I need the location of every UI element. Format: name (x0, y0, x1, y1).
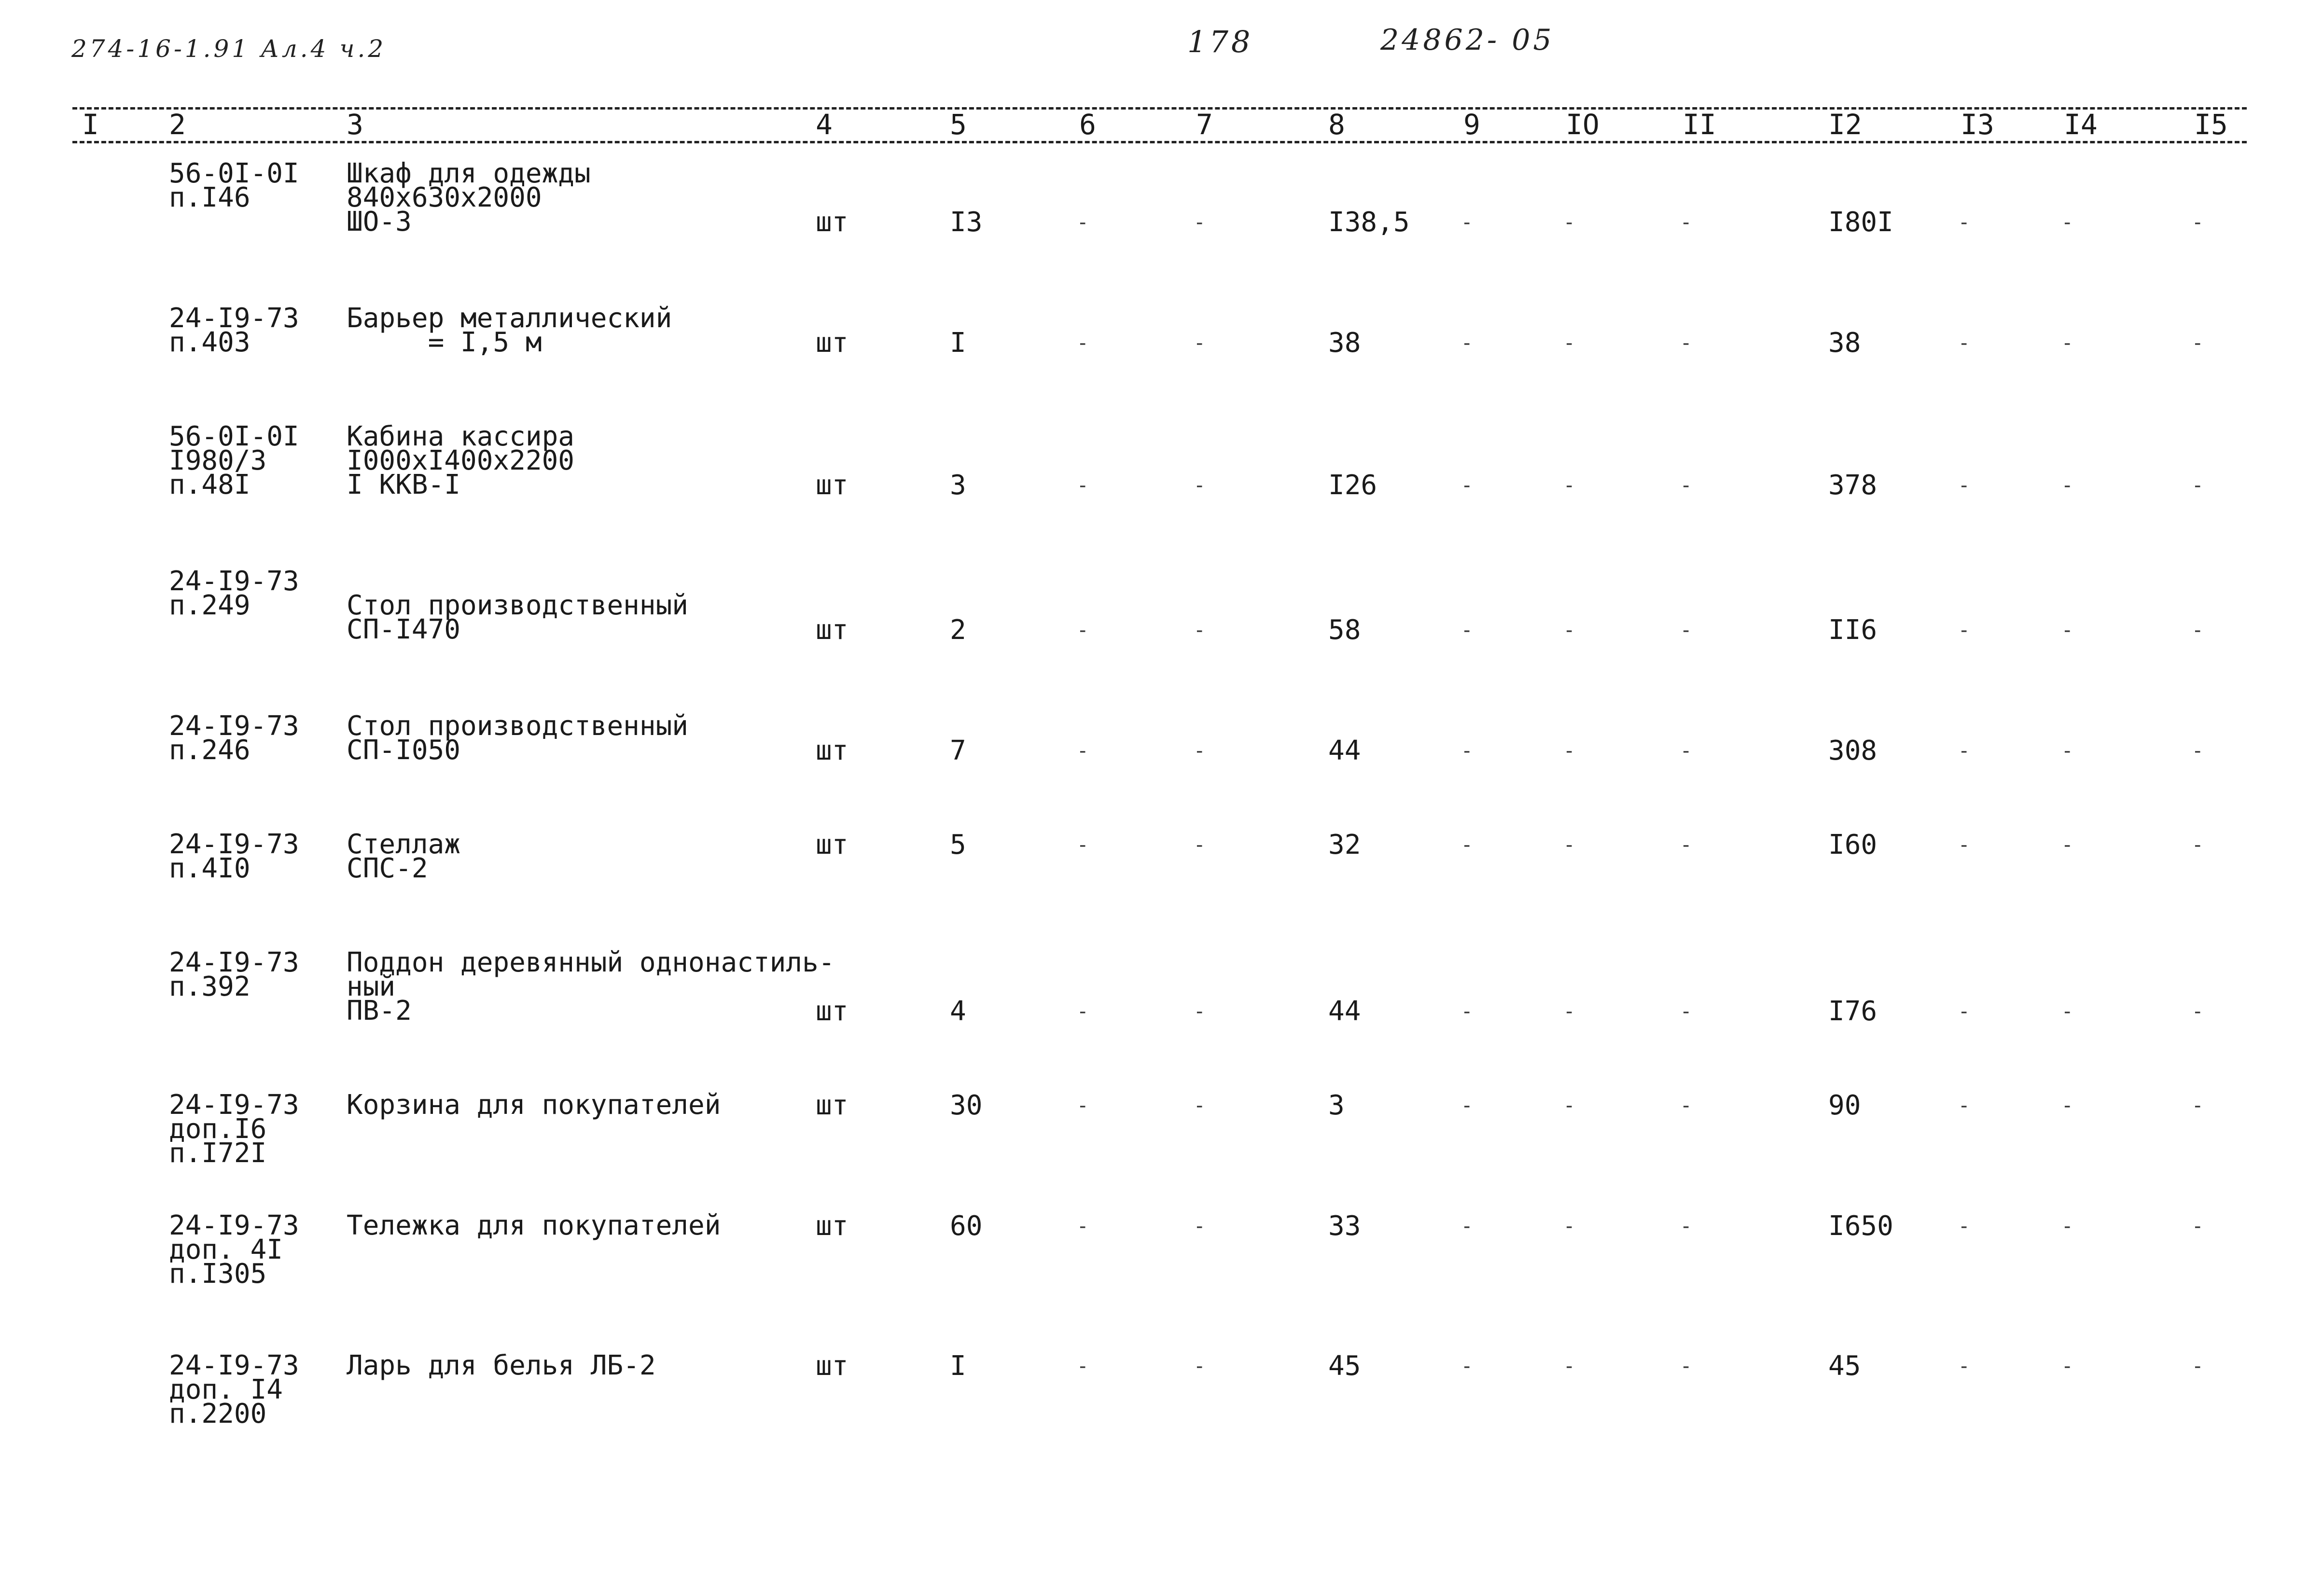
column-number-13: I3 (1961, 108, 1994, 141)
empty-cell-dash: - (2194, 211, 2201, 234)
column-number-5: 5 (950, 108, 967, 141)
quantity: I3 (950, 207, 983, 238)
column-number-14: I4 (2064, 108, 2098, 141)
empty-cell-dash: - (1196, 619, 1203, 641)
empty-cell-dash: - (2194, 1000, 2201, 1023)
unit-of-measure: шт (816, 996, 848, 1027)
empty-cell-dash: - (1961, 740, 1968, 762)
reference-code: 24-I9-73 п.4I0 (169, 829, 299, 884)
unit-of-measure: шт (816, 470, 848, 501)
item-name: Стеллаж СПС-2 (347, 829, 461, 884)
empty-cell-dash: - (1683, 834, 1690, 856)
unit-of-measure: шт (816, 1210, 848, 1242)
unit-price: 3 (1328, 1090, 1345, 1121)
total-cost: I80I (1828, 207, 1893, 238)
empty-cell-dash: - (1196, 474, 1203, 497)
empty-cell-dash: - (1463, 740, 1471, 762)
empty-cell-dash: - (1961, 834, 1968, 856)
unit-price: I38,5 (1328, 207, 1410, 238)
empty-cell-dash: - (2064, 474, 2071, 497)
reference-code: 56-0I-0I п.I46 (169, 158, 299, 213)
empty-cell-dash: - (1566, 740, 1573, 762)
table-row (0, 710, 2309, 766)
empty-cell-dash: - (1079, 740, 1086, 762)
unit-of-measure: шт (816, 614, 848, 646)
empty-cell-dash: - (1566, 619, 1573, 641)
empty-cell-dash: - (2194, 474, 2201, 497)
empty-cell-dash: - (1566, 834, 1573, 856)
empty-cell-dash: - (1079, 834, 1086, 856)
empty-cell-dash: - (2194, 1095, 2201, 1117)
empty-cell-dash: - (1566, 332, 1573, 354)
unit-of-measure: шт (816, 829, 848, 860)
item-name: Ларь для белья ЛБ-2 (347, 1350, 656, 1381)
quantity: 3 (950, 470, 966, 501)
empty-cell-dash: - (1566, 211, 1573, 234)
header-rule-bottom (72, 141, 2247, 143)
empty-cell-dash: - (2064, 1095, 2071, 1117)
empty-cell-dash: - (1566, 1095, 1573, 1117)
empty-cell-dash: - (1683, 332, 1690, 354)
column-number-8: 8 (1328, 108, 1345, 141)
empty-cell-dash: - (1961, 332, 1968, 354)
empty-cell-dash: - (2064, 619, 2071, 641)
empty-cell-dash: - (1463, 211, 1471, 234)
unit-of-measure: шт (816, 207, 848, 238)
unit-of-measure: шт (816, 1090, 848, 1121)
empty-cell-dash: - (1196, 1355, 1203, 1377)
empty-cell-dash: - (1196, 332, 1203, 354)
quantity: I (950, 1350, 966, 1382)
total-cost: 45 (1828, 1350, 1861, 1382)
empty-cell-dash: - (1079, 1215, 1086, 1237)
empty-cell-dash: - (2194, 1355, 2201, 1377)
unit-of-measure: шт (816, 1350, 848, 1382)
quantity: 4 (950, 996, 966, 1027)
column-number-10: IO (1566, 108, 1600, 141)
item-name: Тележка для покупателей (347, 1210, 721, 1241)
total-cost: 38 (1828, 327, 1861, 359)
column-number-3: 3 (347, 108, 363, 141)
reference-code: 56-0I-0I I980/3 п.48I (169, 421, 299, 500)
empty-cell-dash: - (1961, 1095, 1968, 1117)
unit-price: 33 (1328, 1210, 1361, 1242)
unit-of-measure: шт (816, 327, 848, 359)
total-cost: 90 (1828, 1090, 1861, 1121)
total-cost: 308 (1828, 735, 1878, 766)
reference-code: 24-I9-73 п.403 (169, 303, 299, 358)
unit-price: 58 (1328, 614, 1361, 646)
empty-cell-dash: - (1463, 332, 1471, 354)
empty-cell-dash: - (1196, 1095, 1203, 1117)
column-number-15: I5 (2194, 108, 2228, 141)
table-row (0, 566, 2309, 646)
unit-price: 44 (1328, 996, 1361, 1027)
unit-price: 38 (1328, 327, 1361, 359)
empty-cell-dash: - (1463, 619, 1471, 641)
empty-cell-dash: - (2064, 834, 2071, 856)
reference-code: 24-I9-73 п.246 (169, 710, 299, 766)
empty-cell-dash: - (1196, 211, 1203, 234)
total-cost: I650 (1828, 1210, 1893, 1242)
empty-cell-dash: - (1196, 834, 1203, 856)
column-number-4: 4 (816, 108, 833, 141)
empty-cell-dash: - (1683, 1215, 1690, 1237)
empty-cell-dash: - (1079, 211, 1086, 234)
quantity: I (950, 327, 966, 359)
empty-cell-dash: - (1961, 619, 1968, 641)
column-number-1: I (82, 108, 99, 141)
quantity: 5 (950, 829, 966, 860)
empty-cell-dash: - (1566, 474, 1573, 497)
empty-cell-dash: - (1683, 1095, 1690, 1117)
empty-cell-dash: - (2194, 740, 2201, 762)
reference-code: 24-I9-73 п.392 (169, 947, 299, 1002)
unit-price: 32 (1328, 829, 1361, 860)
empty-cell-dash: - (1463, 1215, 1471, 1237)
empty-cell-dash: - (1683, 1355, 1690, 1377)
empty-cell-dash: - (1079, 1000, 1086, 1023)
empty-cell-dash: - (1196, 1215, 1203, 1237)
item-name: Стол производственный СП-I470 (347, 590, 689, 645)
empty-cell-dash: - (1463, 474, 1471, 497)
item-name: Поддон деревянный однонастиль- ный ПВ-2 (347, 947, 835, 1027)
empty-cell-dash: - (2064, 740, 2071, 762)
column-number-9: 9 (1463, 108, 1480, 141)
unit-price: 44 (1328, 735, 1361, 766)
empty-cell-dash: - (2194, 619, 2201, 641)
document-code: 274-16-1.91 Ал.4 ч.2 (71, 35, 387, 63)
empty-cell-dash: - (1961, 474, 1968, 497)
total-cost: I76 (1828, 996, 1878, 1027)
column-number-11: II (1683, 108, 1716, 141)
column-number-2: 2 (169, 108, 186, 141)
empty-cell-dash: - (2194, 332, 2201, 354)
total-cost: I60 (1828, 829, 1878, 860)
quantity: 30 (950, 1090, 983, 1121)
empty-cell-dash: - (1566, 1215, 1573, 1237)
empty-cell-dash: - (1463, 1000, 1471, 1023)
empty-cell-dash: - (2064, 211, 2071, 234)
empty-cell-dash: - (2064, 1355, 2071, 1377)
empty-cell-dash: - (1961, 211, 1968, 234)
column-number-7: 7 (1196, 108, 1213, 141)
quantity: 60 (950, 1210, 983, 1242)
reference-code: 24-I9-73 доп. 4I п.I305 (169, 1210, 299, 1290)
empty-cell-dash: - (1683, 474, 1690, 497)
reference-code: 24-I9-73 доп. I4 п.2200 (169, 1350, 299, 1429)
empty-cell-dash: - (2064, 1000, 2071, 1023)
empty-cell-dash: - (1079, 1095, 1086, 1117)
unit-price: 45 (1328, 1350, 1361, 1382)
empty-cell-dash: - (2064, 332, 2071, 354)
document-number: 24862- 05 (1380, 23, 1555, 57)
empty-cell-dash: - (1463, 834, 1471, 856)
empty-cell-dash: - (1079, 332, 1086, 354)
header-rule-top (72, 107, 2247, 110)
empty-cell-dash: - (2194, 1215, 2201, 1237)
empty-cell-dash: - (1463, 1095, 1471, 1117)
unit-of-measure: шт (816, 735, 848, 766)
item-name: Барьер металлический = I,5 м (347, 303, 672, 358)
table-row (0, 303, 2309, 359)
item-name: Шкаф для одежды 840х630х2000 ШО-3 (347, 158, 591, 237)
empty-cell-dash: - (1961, 1000, 1968, 1023)
empty-cell-dash: - (1196, 1000, 1203, 1023)
quantity: 2 (950, 614, 966, 646)
column-number-12: I2 (1828, 108, 1862, 141)
empty-cell-dash: - (1079, 619, 1086, 641)
reference-code: 24-I9-73 п.249 (169, 566, 299, 621)
total-cost: 378 (1828, 470, 1878, 501)
empty-cell-dash: - (1079, 1355, 1086, 1377)
quantity: 7 (950, 735, 966, 766)
empty-cell-dash: - (1961, 1215, 1968, 1237)
empty-cell-dash: - (2194, 834, 2201, 856)
empty-cell-dash: - (1961, 1355, 1968, 1377)
empty-cell-dash: - (1463, 1355, 1471, 1377)
empty-cell-dash: - (1683, 619, 1690, 641)
reference-code: 24-I9-73 доп.I6 п.I72I (169, 1089, 299, 1169)
empty-cell-dash: - (1683, 1000, 1690, 1023)
total-cost: II6 (1828, 614, 1878, 646)
empty-cell-dash: - (1566, 1000, 1573, 1023)
unit-price: I26 (1328, 470, 1377, 501)
empty-cell-dash: - (1566, 1355, 1573, 1377)
empty-cell-dash: - (1683, 740, 1690, 762)
empty-cell-dash: - (1079, 474, 1086, 497)
column-number-6: 6 (1079, 108, 1096, 141)
item-name: Корзина для покупателей (347, 1089, 721, 1121)
item-name: Кабина кассира I000хI400х2200 I ККВ-I (347, 421, 575, 500)
empty-cell-dash: - (1196, 740, 1203, 762)
empty-cell-dash: - (1683, 211, 1690, 234)
table-row (0, 1089, 2309, 1169)
item-name: Стол производственный СП-I050 (347, 710, 689, 766)
page-number: 178 (1187, 24, 1253, 59)
empty-cell-dash: - (2064, 1215, 2071, 1237)
